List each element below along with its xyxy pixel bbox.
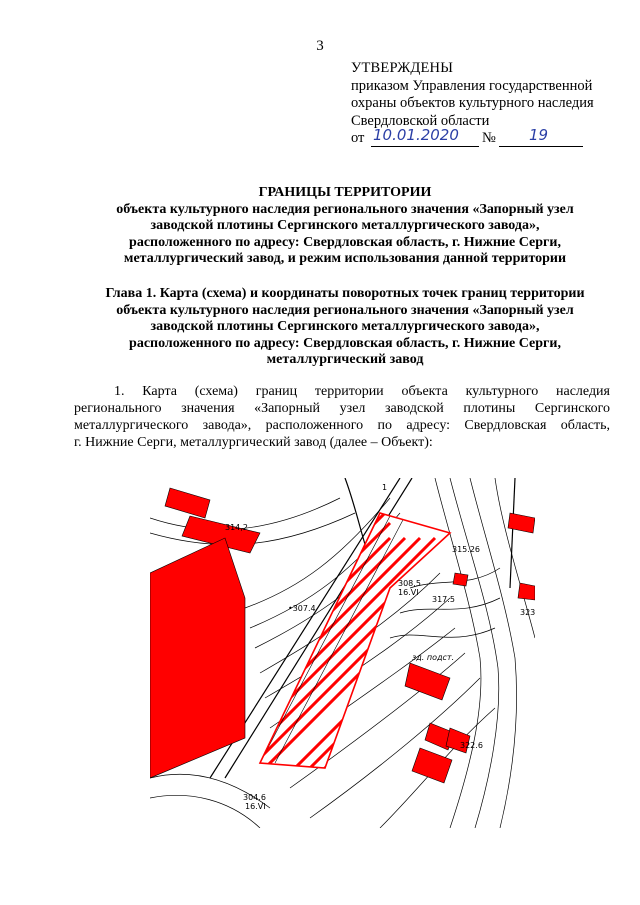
- title-line-2: объекта культурного наследия регионального значения «Запорный узел: [116, 201, 574, 217]
- territory-map: [150, 478, 535, 828]
- paragraph-line-2: регионального значения «Запорный узел заводской плотины Сергинского: [74, 401, 610, 416]
- chapter-heading: [60, 286, 630, 369]
- number-underline: [499, 146, 583, 147]
- map-label-height-9: 304.6: [243, 793, 266, 802]
- approval-heading: УТВЕРЖДЕНЫ: [351, 60, 454, 76]
- title-line-5: металлургический завод, и режим использования данной территории: [123, 251, 567, 266]
- number-label: №: [482, 130, 496, 146]
- map-label-height-3: 308,5: [398, 579, 421, 588]
- paragraph-line-4: г. Нижние Серги, металлургический завод (далее – Объект):: [74, 435, 433, 450]
- approval-line-3: Свердловской области: [351, 112, 490, 129]
- date-underline: [371, 146, 479, 147]
- map-label-point-1: 1: [382, 483, 388, 492]
- page-number: 3: [316, 38, 324, 54]
- document-title: [60, 185, 630, 268]
- chapter-line-1: Глава 1. Карта (схема) и координаты поворотных точек границ территории: [105, 286, 585, 301]
- title-line-1: ГРАНИЦЫ ТЕРРИТОРИИ: [258, 185, 432, 200]
- title-line-4: расположенного по адресу: Свердловская область, г. Нижние Серги,: [129, 234, 561, 250]
- approval-date-number-line: [351, 126, 631, 150]
- chapter-line-3: заводской плотины Сергинского металлургического завода»,: [150, 319, 540, 334]
- approval-line-1: приказом Управления государственной: [351, 77, 593, 94]
- map-label-height-6: 323: [520, 608, 535, 617]
- handwritten-date: 10.01.2020: [373, 126, 459, 144]
- map-label-height-8: 322.6: [460, 741, 483, 750]
- territory-map-svg: [150, 478, 535, 828]
- paragraph-line-3: металлургического завода», расположенного по адресу: Свердловская область,: [74, 418, 610, 433]
- from-label: от: [351, 130, 365, 146]
- map-label-height-3b: 16.VI: [398, 588, 419, 597]
- chapter-line-4: расположенного по адресу: Свердловская область, г. Нижние Серги,: [129, 335, 561, 351]
- map-label-height-9b: 16.VI: [245, 802, 266, 811]
- title-line-3: заводской плотины Сергинского металлургического завода»,: [150, 218, 540, 233]
- map-label-height-1: 314,2: [225, 523, 248, 532]
- approval-block: [351, 60, 631, 150]
- paragraph-1: [74, 383, 610, 451]
- chapter-line-2: объекта культурного наследия регионального значения «Запорный узел: [116, 302, 574, 318]
- map-label-height-4: 317.5: [432, 595, 455, 604]
- approval-line-2: охраны объектов культурного наследия: [351, 95, 594, 111]
- map-label-substation: зд. подст.: [412, 653, 455, 662]
- paragraph-line-1: 1. Карта (схема) границ территории объекта культурного наследия: [114, 384, 610, 399]
- handwritten-number: 19: [529, 126, 549, 144]
- chapter-line-5: металлургический завод: [266, 352, 424, 367]
- map-label-height-5: •307.4: [288, 604, 316, 613]
- map-label-height-2: 315.26: [452, 545, 480, 554]
